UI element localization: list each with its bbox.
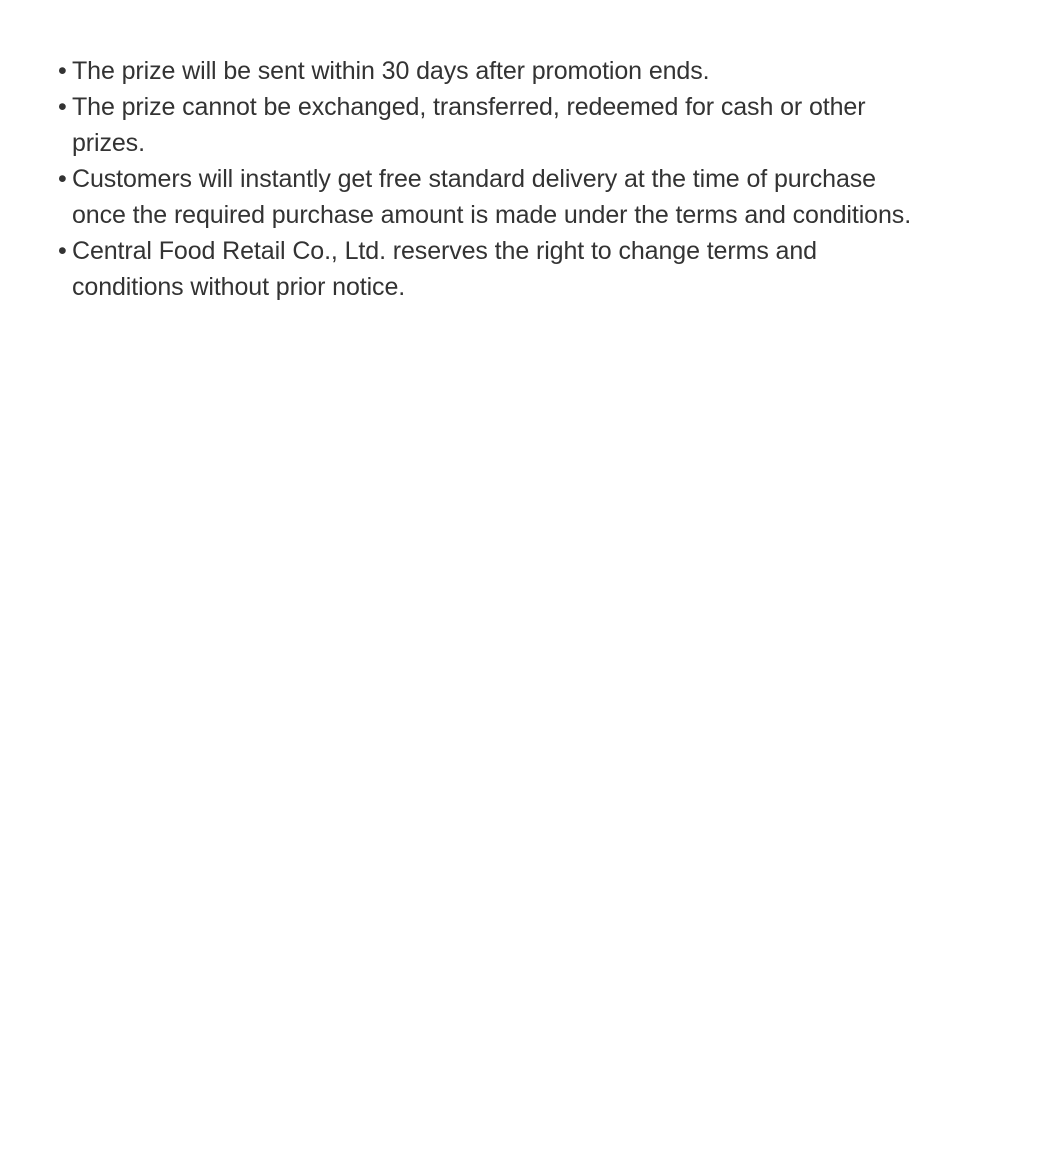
terms-item-text: Customers will instantly get free standard delivery at the time of purchase <box>72 165 876 193</box>
terms-list <box>58 53 998 305</box>
terms-item-text: Central Food Retail Co., Ltd. reserves the right to change terms and <box>72 237 817 265</box>
terms-item <box>58 53 998 89</box>
terms-item-text: The prize will be sent within 30 days after promotion ends. <box>72 57 710 85</box>
bullet-icon: • <box>58 57 67 85</box>
terms-item-text: conditions without prior notice. <box>72 273 406 301</box>
bullet-icon: • <box>58 237 67 265</box>
terms-item <box>58 233 998 305</box>
terms-item-text: once the required purchase amount is made under the terms and conditions. <box>72 201 912 229</box>
bullet-icon: • <box>58 165 67 193</box>
terms-item <box>58 161 998 233</box>
terms-item-text: prizes. <box>72 129 145 157</box>
terms-item-text: The prize cannot be exchanged, transferred, redeemed for cash or other <box>72 93 866 121</box>
terms-item <box>58 89 998 161</box>
bullet-icon: • <box>58 93 67 121</box>
